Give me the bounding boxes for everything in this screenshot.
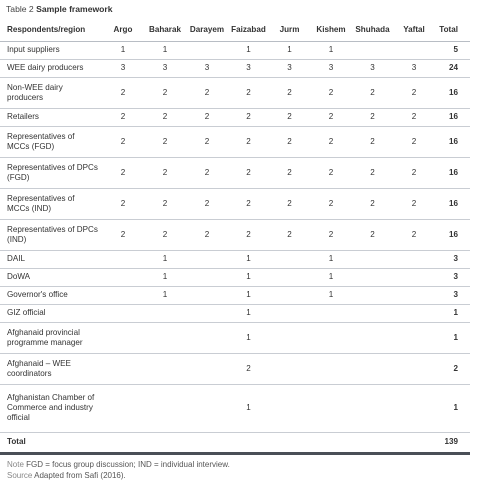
cell-baharak: 2 xyxy=(144,77,186,108)
table-caption xyxy=(6,3,113,15)
cell-jurm: 2 xyxy=(269,157,310,188)
cell-kishem: 2 xyxy=(310,157,352,188)
cell-total: 16 xyxy=(435,157,470,188)
cell-shuhada xyxy=(352,322,393,353)
table-body xyxy=(0,41,470,453)
cell-faizabad: 1 xyxy=(228,250,269,268)
cell-jurm xyxy=(269,353,310,384)
column-header-argo: Argo xyxy=(102,19,144,41)
cell-shuhada xyxy=(352,41,393,59)
cell-total: 1 xyxy=(435,304,470,322)
cell-faizabad: 2 xyxy=(228,77,269,108)
cell-yaftal: 2 xyxy=(393,108,435,126)
row-label: Governor's office xyxy=(0,286,102,304)
cell-yaftal xyxy=(393,322,435,353)
cell-yaftal: 2 xyxy=(393,126,435,157)
cell-shuhada xyxy=(352,268,393,286)
cell-kishem: 2 xyxy=(310,219,352,250)
total-label: Total xyxy=(0,432,102,453)
total-empty-cell xyxy=(102,432,144,453)
cell-darayem xyxy=(186,353,228,384)
row-label: DAIL xyxy=(0,250,102,268)
cell-darayem: 2 xyxy=(186,188,228,219)
cell-faizabad: 2 xyxy=(228,188,269,219)
cell-yaftal xyxy=(393,353,435,384)
cell-jurm xyxy=(269,268,310,286)
total-value: 139 xyxy=(435,432,470,453)
cell-baharak: 2 xyxy=(144,157,186,188)
cell-total: 3 xyxy=(435,268,470,286)
cell-shuhada xyxy=(352,286,393,304)
cell-yaftal xyxy=(393,250,435,268)
cell-total: 2 xyxy=(435,353,470,384)
total-empty-cell xyxy=(228,432,269,453)
cell-jurm xyxy=(269,286,310,304)
cell-argo: 2 xyxy=(102,126,144,157)
cell-jurm: 2 xyxy=(269,219,310,250)
row-label: Input suppliers xyxy=(0,41,102,59)
cell-yaftal: 2 xyxy=(393,219,435,250)
table-row xyxy=(0,41,470,59)
cell-jurm xyxy=(269,304,310,322)
table-row xyxy=(0,126,470,157)
table-row xyxy=(0,353,470,384)
table-row xyxy=(0,157,470,188)
cell-baharak: 3 xyxy=(144,59,186,77)
cell-darayem xyxy=(186,322,228,353)
cell-kishem: 2 xyxy=(310,108,352,126)
cell-argo xyxy=(102,250,144,268)
cell-faizabad: 2 xyxy=(228,126,269,157)
cell-faizabad: 2 xyxy=(228,353,269,384)
cell-faizabad: 2 xyxy=(228,219,269,250)
note-text: FGD = focus group discussion; IND = individual interview. xyxy=(26,460,230,469)
cell-shuhada: 2 xyxy=(352,188,393,219)
cell-shuhada xyxy=(352,353,393,384)
cell-shuhada: 2 xyxy=(352,126,393,157)
cell-baharak xyxy=(144,322,186,353)
cell-shuhada: 2 xyxy=(352,219,393,250)
cell-argo: 2 xyxy=(102,77,144,108)
cell-jurm: 2 xyxy=(269,77,310,108)
cell-darayem: 2 xyxy=(186,219,228,250)
header-row xyxy=(0,19,470,41)
row-label: Afghanaid – WEE coordinators xyxy=(0,353,102,384)
cell-argo xyxy=(102,304,144,322)
cell-kishem: 2 xyxy=(310,126,352,157)
cell-jurm: 3 xyxy=(269,59,310,77)
cell-darayem xyxy=(186,286,228,304)
cell-yaftal xyxy=(393,286,435,304)
cell-jurm xyxy=(269,322,310,353)
cell-yaftal xyxy=(393,304,435,322)
cell-faizabad: 1 xyxy=(228,322,269,353)
cell-shuhada: 2 xyxy=(352,157,393,188)
cell-faizabad: 1 xyxy=(228,286,269,304)
note-line xyxy=(7,459,467,470)
table-row xyxy=(0,77,470,108)
cell-darayem: 2 xyxy=(186,108,228,126)
cell-baharak: 1 xyxy=(144,41,186,59)
total-empty-cell xyxy=(186,432,228,453)
caption-label: Table 2 xyxy=(6,4,34,14)
table-row xyxy=(0,322,470,353)
cell-shuhada xyxy=(352,384,393,432)
column-header-baharak: Baharak xyxy=(144,19,186,41)
table-notes xyxy=(7,459,467,481)
column-header-darayem: Darayem xyxy=(186,19,228,41)
table-row xyxy=(0,384,470,432)
cell-shuhada: 2 xyxy=(352,77,393,108)
cell-yaftal: 2 xyxy=(393,77,435,108)
cell-kishem xyxy=(310,304,352,322)
source-line xyxy=(7,470,467,481)
total-empty-cell xyxy=(352,432,393,453)
cell-yaftal: 3 xyxy=(393,59,435,77)
table-row xyxy=(0,108,470,126)
cell-argo: 2 xyxy=(102,188,144,219)
row-label: Representatives of MCCs (IND) xyxy=(0,188,102,219)
row-label: WEE dairy producers xyxy=(0,59,102,77)
cell-jurm xyxy=(269,250,310,268)
cell-darayem xyxy=(186,41,228,59)
cell-darayem: 2 xyxy=(186,157,228,188)
row-label: Representatives of DPCs (FGD) xyxy=(0,157,102,188)
cell-kishem: 1 xyxy=(310,268,352,286)
cell-kishem xyxy=(310,353,352,384)
cell-total: 5 xyxy=(435,41,470,59)
cell-jurm: 2 xyxy=(269,108,310,126)
cell-total: 16 xyxy=(435,126,470,157)
cell-faizabad: 3 xyxy=(228,59,269,77)
cell-baharak: 1 xyxy=(144,268,186,286)
cell-darayem: 2 xyxy=(186,126,228,157)
cell-total: 16 xyxy=(435,77,470,108)
cell-faizabad: 1 xyxy=(228,268,269,286)
total-row xyxy=(0,432,470,453)
table-row xyxy=(0,268,470,286)
row-label: DoWA xyxy=(0,268,102,286)
sample-framework-table xyxy=(0,19,470,455)
cell-shuhada: 3 xyxy=(352,59,393,77)
cell-baharak: 2 xyxy=(144,108,186,126)
source-text: Adapted from Safi (2016). xyxy=(34,471,126,480)
cell-faizabad: 2 xyxy=(228,108,269,126)
cell-darayem xyxy=(186,384,228,432)
cell-baharak: 2 xyxy=(144,126,186,157)
note-label: Note xyxy=(7,460,24,469)
cell-jurm xyxy=(269,384,310,432)
row-label: GIZ official xyxy=(0,304,102,322)
cell-faizabad: 2 xyxy=(228,157,269,188)
total-empty-cell xyxy=(393,432,435,453)
cell-shuhada xyxy=(352,304,393,322)
total-empty-cell xyxy=(310,432,352,453)
row-label: Retailers xyxy=(0,108,102,126)
cell-darayem xyxy=(186,304,228,322)
row-label: Afghanaid provincial programme manager xyxy=(0,322,102,353)
cell-jurm: 2 xyxy=(269,188,310,219)
row-label: Non-WEE dairy producers xyxy=(0,77,102,108)
row-label: Afghanistan Chamber of Commerce and industry official xyxy=(0,384,102,432)
caption-title: Sample framework xyxy=(36,4,113,14)
cell-darayem: 2 xyxy=(186,77,228,108)
table-row xyxy=(0,188,470,219)
cell-argo xyxy=(102,353,144,384)
cell-kishem: 2 xyxy=(310,188,352,219)
cell-argo: 2 xyxy=(102,108,144,126)
cell-baharak: 2 xyxy=(144,219,186,250)
cell-argo: 1 xyxy=(102,41,144,59)
table-row xyxy=(0,250,470,268)
cell-argo: 2 xyxy=(102,219,144,250)
cell-faizabad: 1 xyxy=(228,384,269,432)
cell-kishem xyxy=(310,384,352,432)
cell-kishem: 3 xyxy=(310,59,352,77)
cell-argo: 3 xyxy=(102,59,144,77)
cell-kishem xyxy=(310,322,352,353)
cell-yaftal xyxy=(393,384,435,432)
cell-argo xyxy=(102,322,144,353)
column-header-respondents: Respondents/region xyxy=(0,19,102,41)
cell-baharak xyxy=(144,353,186,384)
cell-argo xyxy=(102,384,144,432)
row-label: Representatives of DPCs (IND) xyxy=(0,219,102,250)
source-label: Source xyxy=(7,471,33,480)
cell-shuhada xyxy=(352,250,393,268)
cell-baharak xyxy=(144,384,186,432)
cell-kishem: 1 xyxy=(310,286,352,304)
cell-jurm: 2 xyxy=(269,126,310,157)
table-row xyxy=(0,286,470,304)
table-row xyxy=(0,219,470,250)
column-header-faizabad: Faizabad xyxy=(228,19,269,41)
cell-total: 3 xyxy=(435,286,470,304)
cell-baharak xyxy=(144,304,186,322)
cell-faizabad: 1 xyxy=(228,41,269,59)
row-label: Representatives of MCCs (FGD) xyxy=(0,126,102,157)
cell-yaftal: 2 xyxy=(393,188,435,219)
total-empty-cell xyxy=(269,432,310,453)
cell-total: 16 xyxy=(435,188,470,219)
cell-argo: 2 xyxy=(102,157,144,188)
cell-total: 3 xyxy=(435,250,470,268)
cell-total: 1 xyxy=(435,384,470,432)
cell-yaftal xyxy=(393,268,435,286)
cell-kishem: 1 xyxy=(310,250,352,268)
cell-total: 16 xyxy=(435,108,470,126)
column-header-yaftal: Yaftal xyxy=(393,19,435,41)
column-header-jurm: Jurm xyxy=(269,19,310,41)
cell-darayem xyxy=(186,268,228,286)
cell-total: 1 xyxy=(435,322,470,353)
cell-total: 16 xyxy=(435,219,470,250)
cell-baharak: 1 xyxy=(144,286,186,304)
column-header-total: Total xyxy=(435,19,470,41)
cell-baharak: 2 xyxy=(144,188,186,219)
table-row xyxy=(0,304,470,322)
cell-faizabad: 1 xyxy=(228,304,269,322)
cell-yaftal: 2 xyxy=(393,157,435,188)
cell-total: 24 xyxy=(435,59,470,77)
cell-kishem: 1 xyxy=(310,41,352,59)
cell-shuhada: 2 xyxy=(352,108,393,126)
cell-yaftal xyxy=(393,41,435,59)
column-header-kishem: Kishem xyxy=(310,19,352,41)
total-empty-cell xyxy=(144,432,186,453)
cell-darayem: 3 xyxy=(186,59,228,77)
cell-kishem: 2 xyxy=(310,77,352,108)
table-row xyxy=(0,59,470,77)
cell-darayem xyxy=(186,250,228,268)
column-header-shuhada: Shuhada xyxy=(352,19,393,41)
cell-baharak: 1 xyxy=(144,250,186,268)
cell-argo xyxy=(102,286,144,304)
cell-jurm: 1 xyxy=(269,41,310,59)
cell-argo xyxy=(102,268,144,286)
